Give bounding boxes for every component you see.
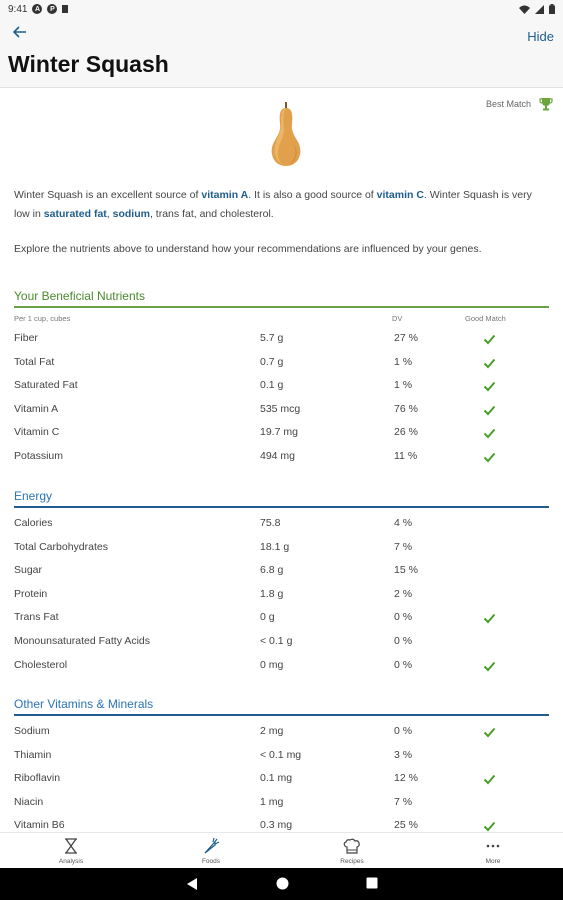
signal-icon bbox=[535, 5, 544, 14]
desc-text: . It is also a good source of bbox=[248, 189, 377, 201]
nutrient-name: Vitamin A bbox=[14, 402, 59, 415]
good-match-check-icon bbox=[483, 356, 496, 369]
nutrient-row[interactable] bbox=[14, 606, 549, 629]
column-dv: DV bbox=[392, 314, 403, 323]
nutrient-dv: 1 % bbox=[394, 355, 413, 368]
system-recents-icon[interactable] bbox=[366, 877, 378, 889]
nutrient-dv: 0 % bbox=[394, 725, 413, 737]
nutrient-amount: 0.1 g bbox=[260, 379, 284, 392]
nutrient-dv: 15 % bbox=[394, 564, 418, 577]
nutrient-row[interactable] bbox=[14, 720, 549, 743]
nutrient-dv: 11 % bbox=[394, 450, 418, 462]
nutrient-dv: 3 % bbox=[394, 748, 413, 761]
vitamin-a-link[interactable]: vitamin A bbox=[201, 189, 249, 201]
good-match-check-icon bbox=[483, 426, 496, 439]
system-nav-bar bbox=[0, 868, 563, 900]
hide-button[interactable]: Hide bbox=[527, 29, 554, 44]
nutrient-amount: 0.1 mg bbox=[260, 772, 293, 785]
sodium-link[interactable]: sodium bbox=[112, 208, 150, 220]
nutrient-name: Monounsaturated Fatty Acids bbox=[14, 635, 150, 647]
nutrient-amount: 0 g bbox=[260, 611, 275, 624]
nutrient-name: Protein bbox=[14, 587, 48, 600]
nutrient-row[interactable] bbox=[14, 536, 549, 559]
nutrient-row[interactable] bbox=[14, 583, 549, 606]
nutrient-name: Sodium bbox=[14, 725, 50, 737]
nutrient-amount: 535 mcg bbox=[260, 402, 301, 415]
nutrient-name: Saturated Fat bbox=[14, 379, 78, 392]
best-match-badge bbox=[486, 97, 553, 111]
nutrient-name: Total Fat bbox=[14, 355, 55, 368]
column-good-match: Good Match bbox=[465, 314, 506, 323]
app-bar bbox=[0, 18, 563, 88]
nutrient-name: Potassium bbox=[14, 450, 64, 462]
good-match-check-icon bbox=[483, 611, 496, 624]
sd-card-icon bbox=[62, 5, 68, 13]
desc-text: , bbox=[106, 208, 113, 220]
carrot-icon bbox=[202, 837, 220, 855]
good-match-check-icon bbox=[483, 379, 496, 392]
nav-recipes[interactable] bbox=[307, 835, 397, 865]
page-title: Winter Squash bbox=[8, 51, 169, 77]
system-home-icon[interactable] bbox=[276, 877, 289, 890]
chef-hat-icon bbox=[343, 838, 361, 854]
nutrient-name: Niacin bbox=[14, 795, 44, 808]
nutrient-row[interactable] bbox=[14, 654, 549, 677]
nutrient-amount: 494 mg bbox=[260, 450, 296, 462]
best-match-label: Best Match bbox=[485, 99, 531, 109]
saturated-fat-link[interactable]: saturated fat bbox=[43, 208, 107, 220]
nav-foods[interactable] bbox=[166, 835, 256, 865]
nutrient-amount: 1.8 g bbox=[260, 587, 284, 600]
vitamin-c-link[interactable]: vitamin C bbox=[376, 189, 424, 201]
status-time: 9:41 bbox=[8, 3, 28, 15]
nutrient-name: Sugar bbox=[14, 564, 43, 577]
nutrient-dv: 4 % bbox=[394, 517, 413, 529]
winter-squash-image bbox=[266, 100, 306, 168]
notification-icon-2: P bbox=[47, 4, 57, 14]
explore-note: Explore the nutrients above to understand how your recommendations are influenced by your genes. bbox=[14, 243, 482, 255]
nutrient-name: Fiber bbox=[14, 332, 38, 344]
nutrient-dv: 76 % bbox=[394, 402, 418, 415]
nutrient-row[interactable] bbox=[14, 512, 549, 535]
desc-text: , trans fat, and cholesterol. bbox=[149, 208, 274, 220]
nutrient-dv: 7 % bbox=[394, 795, 413, 808]
hourglass-icon bbox=[64, 838, 78, 854]
nutrient-dv: 7 % bbox=[394, 540, 413, 553]
food-description bbox=[14, 186, 544, 224]
nutrient-row[interactable] bbox=[14, 374, 549, 397]
nutrient-dv: 12 % bbox=[394, 772, 418, 785]
nutrient-name: Trans Fat bbox=[14, 611, 59, 624]
nutrient-row[interactable] bbox=[14, 398, 549, 421]
nutrient-row[interactable] bbox=[14, 445, 549, 468]
good-match-check-icon bbox=[483, 450, 496, 463]
nav-label: Analysis bbox=[58, 858, 84, 865]
good-match-check-icon bbox=[483, 819, 496, 832]
nutrient-amount: < 0.1 g bbox=[260, 635, 293, 647]
good-match-check-icon bbox=[483, 725, 496, 738]
desc-text: Winter Squash is an excellent source of bbox=[14, 189, 202, 201]
battery-icon bbox=[549, 4, 555, 14]
nutrient-row[interactable] bbox=[14, 421, 549, 444]
nutrient-amount: 6.8 g bbox=[260, 564, 284, 577]
nutrient-amount: 75.8 bbox=[260, 517, 281, 529]
nutrient-amount: 1 mg bbox=[260, 795, 284, 808]
section-divider bbox=[14, 506, 549, 508]
good-match-check-icon bbox=[483, 403, 496, 416]
nutrient-amount: 2 mg bbox=[260, 725, 284, 737]
column-serving: Per 1 cup, cubes bbox=[14, 314, 71, 323]
nutrient-name: Thiamin bbox=[14, 748, 52, 761]
nav-label: Recipes bbox=[340, 858, 364, 865]
status-bar bbox=[0, 0, 563, 18]
section-title: Your Beneficial Nutrients bbox=[14, 289, 145, 303]
nutrient-row[interactable] bbox=[14, 744, 549, 767]
desc-text: . Winter Squash is very low in bbox=[14, 189, 532, 220]
nutrient-row[interactable] bbox=[14, 630, 549, 653]
good-match-check-icon bbox=[483, 772, 496, 785]
nutrient-row[interactable] bbox=[14, 351, 549, 374]
nutrient-amount: 0.3 mg bbox=[260, 819, 293, 832]
section-divider bbox=[14, 714, 549, 716]
nav-analysis[interactable] bbox=[26, 835, 116, 865]
nutrient-dv: 27 % bbox=[394, 332, 418, 344]
nutrient-amount: 5.7 g bbox=[260, 332, 284, 344]
nutrient-amount: 0 mg bbox=[260, 658, 284, 671]
section-divider bbox=[14, 306, 549, 308]
nutrient-row[interactable] bbox=[14, 767, 549, 790]
nutrient-dv: 2 % bbox=[394, 587, 413, 600]
notification-icon: A bbox=[32, 4, 42, 14]
nutrient-dv: 25 % bbox=[394, 819, 418, 832]
nav-label: More bbox=[485, 858, 501, 865]
nutrient-name: Calories bbox=[14, 517, 53, 529]
back-button[interactable] bbox=[8, 22, 32, 42]
arrow-left-icon bbox=[13, 26, 27, 38]
nutrient-dv: 1 % bbox=[394, 379, 413, 392]
nutrient-dv: 0 % bbox=[394, 658, 413, 671]
nav-more[interactable] bbox=[448, 835, 538, 865]
nutrient-row[interactable] bbox=[14, 559, 549, 582]
nutrient-amount: 19.7 mg bbox=[260, 426, 298, 439]
nutrient-name: Total Carbohydrates bbox=[14, 540, 108, 553]
nutrient-row[interactable] bbox=[14, 791, 549, 814]
nutrient-name: Vitamin C bbox=[14, 426, 60, 439]
bottom-nav bbox=[0, 832, 563, 868]
nutrient-name: Cholesterol bbox=[14, 658, 68, 671]
trophy-icon bbox=[539, 97, 553, 111]
nutrient-dv: 0 % bbox=[394, 635, 413, 647]
nutrient-name: Vitamin B6 bbox=[14, 819, 65, 832]
good-match-check-icon bbox=[483, 332, 496, 345]
nutrient-amount: 18.1 g bbox=[260, 540, 290, 553]
system-back-icon[interactable] bbox=[186, 877, 198, 891]
nutrient-amount: < 0.1 mg bbox=[260, 748, 302, 761]
section-title: Energy bbox=[14, 489, 53, 503]
wifi-icon bbox=[519, 5, 530, 14]
section-title: Other Vitamins & Minerals bbox=[14, 697, 154, 711]
nav-label: Foods bbox=[201, 858, 221, 865]
nutrient-dv: 0 % bbox=[394, 611, 413, 624]
nutrient-amount: 0.7 g bbox=[260, 355, 284, 368]
nutrient-dv: 26 % bbox=[394, 426, 418, 439]
nutrient-name: Riboflavin bbox=[14, 772, 61, 785]
more-dots-icon bbox=[486, 844, 500, 848]
good-match-check-icon bbox=[483, 659, 496, 672]
nutrient-row[interactable] bbox=[14, 327, 549, 350]
